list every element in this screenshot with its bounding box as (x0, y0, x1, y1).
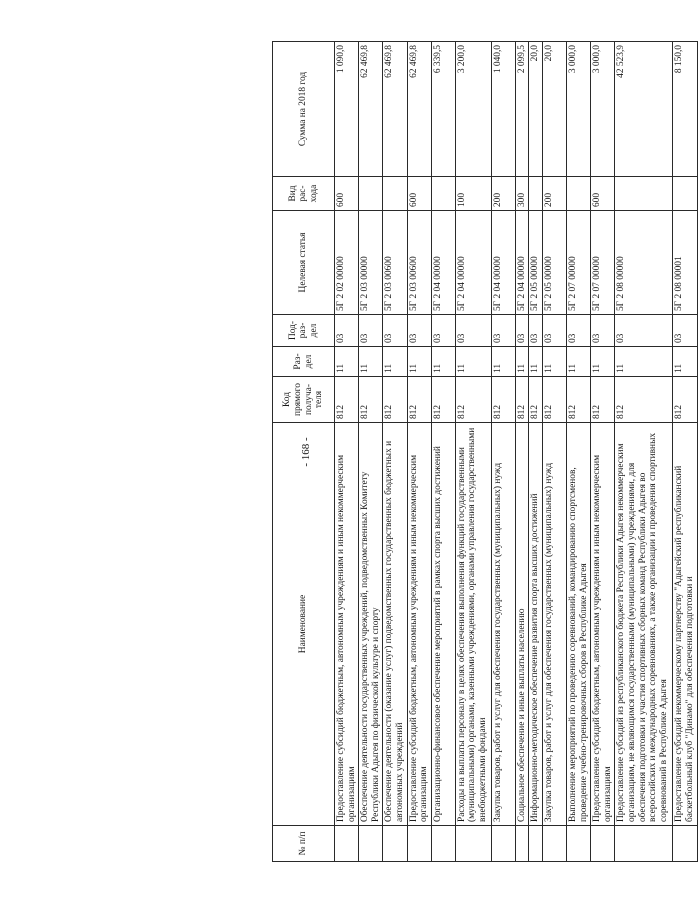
row-number (566, 826, 590, 862)
row-target-article: 5Г 2 05 00000 (529, 211, 543, 315)
header-amount-2018: Сумма на 2018 год (273, 42, 335, 177)
row-amount: 42 523,9 (615, 42, 673, 177)
row-section: 11 (383, 347, 407, 377)
row-target-article: 5Г 2 08 00000 (615, 211, 673, 315)
row-section: 11 (591, 347, 615, 377)
header-number: № п/п (273, 826, 335, 862)
row-amount: 62 469,8 (407, 42, 431, 177)
row-subsection: 03 (615, 315, 673, 347)
row-section: 11 (407, 347, 431, 377)
row-recipient-code: 812 (591, 377, 615, 423)
header-section: Раз-дел (273, 347, 335, 377)
table-row (359, 42, 383, 862)
row-subsection: 03 (673, 315, 697, 347)
row-recipient-code: 812 (455, 377, 491, 423)
row-number (491, 826, 515, 862)
row-amount: 3 000,0 (566, 42, 590, 177)
page-number: - 168 - (300, 437, 312, 467)
row-section: 11 (515, 347, 529, 377)
row-subsection: 03 (542, 315, 566, 347)
row-recipient-code: 812 (515, 377, 529, 423)
table-row (383, 42, 407, 862)
row-target-article: 5Г 2 07 00000 (591, 211, 615, 315)
row-target-article: 5Г 2 03 00000 (359, 211, 383, 315)
row-subsection: 03 (566, 315, 590, 347)
row-number (455, 826, 491, 862)
row-amount: 6 339,5 (431, 42, 455, 177)
row-number (542, 826, 566, 862)
row-number (335, 826, 359, 862)
row-target-article: 5Г 2 03 00600 (383, 211, 407, 315)
row-expense-type: 300 (515, 177, 529, 211)
row-amount: 2 099,5 (515, 42, 529, 177)
row-target-article: 5Г 2 03 00600 (407, 211, 431, 315)
row-target-article: 5Г 2 08 00001 (673, 211, 697, 315)
row-section: 11 (529, 347, 543, 377)
row-expense-type: 100 (455, 177, 491, 211)
row-expense-type (359, 177, 383, 211)
row-amount: 62 469,8 (359, 42, 383, 177)
row-recipient-code: 812 (529, 377, 543, 423)
row-target-article: 5Г 2 04 00000 (515, 211, 529, 315)
table-row (615, 42, 673, 862)
row-name: Закупка товаров, работ и услуг для обеспечения государственных (муниципальных) нужд (542, 423, 566, 826)
row-name: Информационно-методическое обеспечение развития спорта высших достижений (529, 423, 543, 826)
row-expense-type (566, 177, 590, 211)
row-number (529, 826, 543, 862)
table-row (491, 42, 515, 862)
row-recipient-code: 812 (335, 377, 359, 423)
table-row (407, 42, 431, 862)
header-name: Наименование (273, 423, 335, 826)
row-subsection: 03 (335, 315, 359, 347)
table-row (455, 42, 491, 862)
row-amount: 1 040,0 (491, 42, 515, 177)
row-number (515, 826, 529, 862)
row-recipient-code: 812 (566, 377, 590, 423)
table-row (591, 42, 615, 862)
table-row (335, 42, 359, 862)
row-subsection: 03 (407, 315, 431, 347)
row-name: Расходы на выплаты персоналу в целях обеспечения выполнения функций государственными (муниципальными) органами, казенными учреждениями, органами управления государственными внебюджетными фондами (455, 423, 491, 826)
row-amount: 1 090,0 (335, 42, 359, 177)
row-recipient-code: 812 (431, 377, 455, 423)
row-name: Предоставление субсидий бюджетным, автономным учреждениям и иным некоммерческим организациям (407, 423, 431, 826)
row-number (407, 826, 431, 862)
row-number (383, 826, 407, 862)
row-subsection: 03 (383, 315, 407, 347)
row-target-article: 5Г 2 07 00000 (566, 211, 590, 315)
row-name: Предоставление субсидий из республиканского бюджета Республики Адыгея некоммерческим организациям, не являющимся государственными (муниципальными) учреждениями, для обеспечения подготовки и участия спортивных сборных команд Республики Адыгея во всероссийских и международных соревнованиях, а также организации и проведения спортивных соревнований в Республике Адыгея (615, 423, 673, 826)
row-number (431, 826, 455, 862)
row-section: 11 (491, 347, 515, 377)
row-recipient-code: 812 (542, 377, 566, 423)
row-target-article: 5Г 2 04 00000 (455, 211, 491, 315)
row-recipient-code: 812 (673, 377, 697, 423)
header-subsection: Под-раз-дел (273, 315, 335, 347)
row-target-article: 5Г 2 04 00000 (431, 211, 455, 315)
row-recipient-code: 812 (491, 377, 515, 423)
table-header-row (273, 42, 335, 862)
row-expense-type: 200 (542, 177, 566, 211)
row-subsection: 03 (515, 315, 529, 347)
row-name: Социальное обеспечение и иные выплаты населению (515, 423, 529, 826)
table-row (515, 42, 529, 862)
table-row (673, 42, 697, 862)
row-name: Обеспечение деятельности (оказание услуг) подведомственных государственных бюджетных и автономных учреждений (383, 423, 407, 826)
row-expense-type (431, 177, 455, 211)
row-section: 11 (566, 347, 590, 377)
row-subsection: 03 (491, 315, 515, 347)
row-amount: 3 000,0 (591, 42, 615, 177)
row-name: Предоставление субсидий бюджетным, автономным учреждениям и иным некоммерческим организациям (591, 423, 615, 826)
row-amount: 62 469,8 (383, 42, 407, 177)
row-target-article: 5Г 2 02 00000 (335, 211, 359, 315)
row-section: 11 (455, 347, 491, 377)
header-expense-type: Вид рас-хода (273, 177, 335, 211)
row-amount: 20,0 (529, 42, 543, 177)
row-section: 11 (431, 347, 455, 377)
row-recipient-code: 812 (383, 377, 407, 423)
row-number (673, 826, 697, 862)
table-row (566, 42, 590, 862)
row-section: 11 (615, 347, 673, 377)
row-name: Предоставление субсидий бюджетным, автономным учреждениям и иным некоммерческим организациям (335, 423, 359, 826)
row-section: 11 (335, 347, 359, 377)
row-number (359, 826, 383, 862)
table-row (431, 42, 455, 862)
row-name: Обеспечение деятельности государственных учреждений, подведомственных Комитету Республики Адыгея по физической культуре и спорту (359, 423, 383, 826)
table-row (542, 42, 566, 862)
row-section: 11 (673, 347, 697, 377)
row-number (615, 826, 673, 862)
table-row (529, 42, 543, 862)
header-recipient-code: Код прямого получа-теля (273, 377, 335, 423)
row-name: Закупка товаров, работ и услуг для обеспечения государственных (муниципальных) нужд (491, 423, 515, 826)
header-target-article: Целевая статья (273, 211, 335, 315)
row-expense-type (673, 177, 697, 211)
row-expense-type (383, 177, 407, 211)
row-recipient-code: 812 (359, 377, 383, 423)
row-expense-type (615, 177, 673, 211)
row-expense-type: 600 (407, 177, 431, 211)
rotated-page-content (272, 42, 695, 862)
row-recipient-code: 812 (407, 377, 431, 423)
row-expense-type: 600 (591, 177, 615, 211)
row-subsection: 03 (529, 315, 543, 347)
row-name: Организационно-финансовое обеспечение мероприятий в рамках спорта высших достижений (431, 423, 455, 826)
row-subsection: 03 (591, 315, 615, 347)
row-target-article: 5Г 2 04 00000 (491, 211, 515, 315)
row-amount: 8 150,0 (673, 42, 697, 177)
budget-table (272, 41, 698, 862)
row-name: Выполнение мероприятий по проведению соревнований, командированию спортсменов, проведение учебно-тренировочных сборов в Республике Адыгея (566, 423, 590, 826)
row-section: 11 (359, 347, 383, 377)
row-subsection: 03 (455, 315, 491, 347)
row-expense-type (529, 177, 543, 211)
row-amount: 3 200,0 (455, 42, 491, 177)
row-number (591, 826, 615, 862)
row-expense-type: 200 (491, 177, 515, 211)
row-amount: 20,0 (542, 42, 566, 177)
row-name: Предоставление субсидий некоммерческому партнерству "Адыгейский республиканский баскетбольный клуб "Динамо" для обеспечения подготовки и (673, 423, 697, 826)
row-subsection: 03 (431, 315, 455, 347)
row-expense-type: 600 (335, 177, 359, 211)
row-recipient-code: 812 (615, 377, 673, 423)
row-section: 11 (542, 347, 566, 377)
row-target-article: 5Г 2 05 00000 (542, 211, 566, 315)
row-subsection: 03 (359, 315, 383, 347)
